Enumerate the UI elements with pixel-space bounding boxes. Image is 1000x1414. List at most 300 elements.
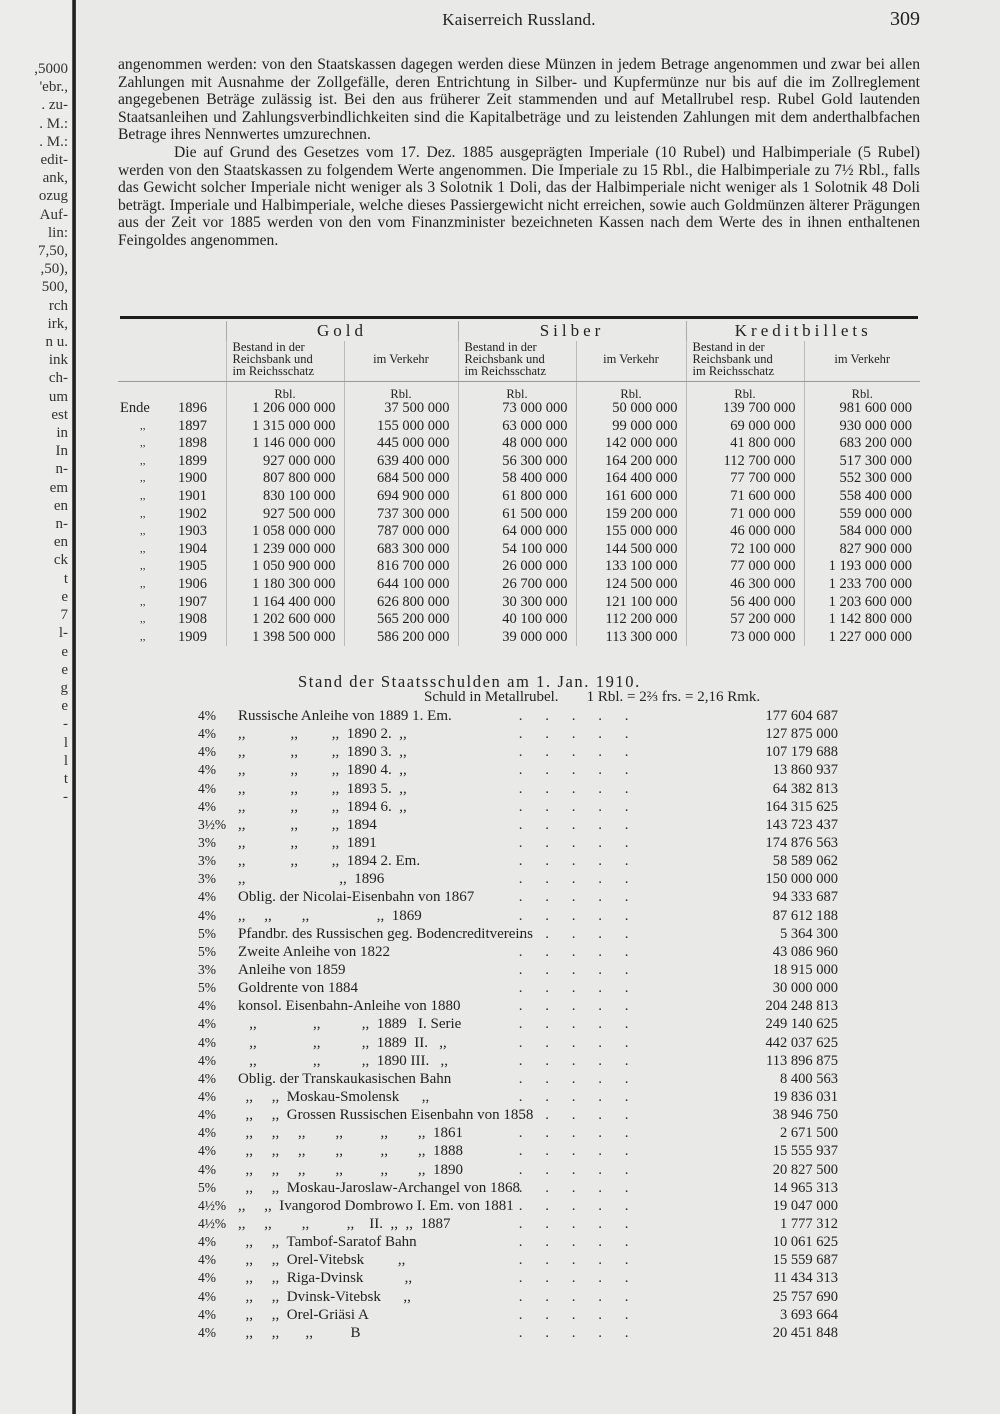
cell-credit-circ: 559 000 000 — [804, 506, 920, 524]
row-year: 1904 — [178, 540, 207, 557]
cell-credit-reserve: 77 000 000 — [686, 558, 804, 576]
interest-rate: 4% — [198, 907, 216, 923]
unit-corner — [118, 382, 226, 401]
dot-leader: . . . . . — [518, 871, 638, 888]
group-header-credit: Kreditbillets — [686, 321, 920, 341]
cell-credit-reserve: 41 800 000 — [686, 435, 804, 453]
debt-amount: 20 451 848 — [772, 1324, 838, 1341]
loan-description: Zweite Anleihe von 1822 — [238, 943, 391, 960]
row-label-ditto: ,, — [140, 577, 146, 590]
group-header-gold: Gold — [226, 321, 458, 341]
debt-row — [198, 961, 838, 979]
facing-page-fragment: em — [49, 479, 68, 496]
facing-page-fragment: lin: — [47, 224, 68, 241]
cell-silver-circ: 112 200 000 — [576, 611, 686, 629]
col-header-line: Bestand in der — [692, 340, 765, 354]
dot-leader: . . . . . — [518, 1234, 638, 1251]
cell-gold-reserve: 830 100 000 — [226, 488, 344, 506]
table-row — [118, 558, 920, 576]
table-row — [118, 400, 920, 418]
interest-rate: 5% — [198, 1179, 216, 1195]
dot-leader: . . . . . — [518, 1215, 638, 1232]
facing-page-fragment: 7 — [60, 607, 68, 624]
cell-credit-reserve: 77 700 000 — [686, 470, 804, 488]
debt-amount: 14 965 313 — [772, 1179, 838, 1196]
facing-page-fragment: ,50), — [40, 261, 68, 278]
loan-description: ,, ,, Dvinsk-Vitebsk ,, — [238, 1288, 411, 1305]
dot-leader: . . . . . — [518, 1070, 638, 1087]
row-year: 1908 — [178, 611, 207, 628]
cell-credit-circ: 517 300 000 — [804, 453, 920, 471]
loan-description: ,, ,, ,, 1894 6. ,, — [238, 798, 407, 815]
paragraph-imperiale: Die auf Grund des Gesetzes vom 17. Dez. 1885 ausgeprägten Imperiale (10 Rubel) und Halbimperiale (5 Rubel) werden von den Staatskassen zu folgendem Werte angenommen. Die Imperiale zu 15 Rbl., die Halbimperiale zu 7½ Rbl., falls das Gewicht solcher Imperiale nicht weniger als 3 Solotnik 1 Doli, das der Halbimperiale nicht weniger als 1 Solotnik 48 Doli beträgt. Imperiale und Halbimperiale, welche dieses Passiergewicht nicht erreichen, sowie auch Goldmünzen älterer Prägungen aus der Zeit vor 1885 werden von den vom Finanzminister bezeichneten Kassen nach dem Werte des in ihnen enthaltenen Feingoldes angenommen. — [118, 143, 920, 249]
table-row — [118, 629, 920, 647]
loan-description: Pfandbr. des Russischen geg. Bodencreditvereins — [238, 925, 533, 942]
facing-page-fragment: 7,50, — [38, 243, 68, 260]
group-header-row — [118, 321, 920, 341]
unit-row — [118, 382, 920, 401]
table-row — [118, 576, 920, 594]
loan-description: Russische Anleihe von 1889 1. Em. — [238, 708, 452, 724]
unit-label: Rbl. — [804, 382, 920, 401]
facing-page-fragment: ink — [48, 352, 68, 369]
cell-credit-reserve: 112 700 000 — [686, 453, 804, 471]
facing-page-fragment: ch- — [48, 370, 68, 387]
col-header-line: im Reichsschatz — [464, 364, 547, 378]
dot-leader: . . . . . — [518, 1143, 638, 1160]
col-header-gold-circulation: im Verkehr — [344, 341, 458, 382]
row-year: 1899 — [178, 452, 207, 469]
debt-list — [198, 707, 838, 1342]
loan-description: ,, ,, ,, 1890 III. ,, — [238, 1052, 448, 1069]
table-row — [118, 418, 920, 436]
facing-page-fragment: - — [63, 716, 68, 733]
debt-row — [198, 870, 838, 888]
conversion-note: 1 Rbl. = 2⅔ frs. = 2,16 Rmk. — [586, 689, 761, 705]
cell-gold-circ: 737 300 000 — [344, 506, 458, 524]
cell-silver-circ: 161 600 000 — [576, 488, 686, 506]
col-header-silver-reserve — [458, 341, 576, 382]
debt-amount: 18 915 000 — [772, 961, 838, 978]
debt-row — [198, 1070, 838, 1088]
debt-row — [198, 925, 838, 943]
interest-rate: 4% — [198, 1034, 216, 1050]
interest-rate: 4% — [198, 1052, 216, 1068]
col-header-line: im Reichsschatz — [232, 364, 315, 378]
facing-page-fragment: ck — [53, 552, 68, 569]
facing-page-fragment: g — [60, 679, 68, 696]
row-label-ditto: ,, — [140, 507, 146, 520]
cell-silver-circ: 99 000 000 — [576, 418, 686, 436]
cell-gold-circ: 644 100 000 — [344, 576, 458, 594]
col-header-credit-reserve — [686, 341, 804, 382]
facing-page-fragment: n- — [55, 461, 68, 478]
facing-page-fragment: t — [63, 570, 68, 587]
debt-row — [198, 1179, 838, 1197]
debt-row — [198, 707, 838, 725]
row-year: 1901 — [178, 487, 207, 504]
cell-silver-reserve: 39 000 000 — [458, 629, 576, 647]
interest-rate: 5% — [198, 980, 216, 996]
table-top-rule — [120, 316, 918, 319]
debt-section-subtitle — [424, 689, 760, 706]
cell-silver-circ: 159 200 000 — [576, 506, 686, 524]
cell-silver-reserve: 26 700 000 — [458, 576, 576, 594]
loan-description: ,, ,, ,, ,, ,, ,, 1888 — [238, 1143, 463, 1160]
col-header-credit-circulation: im Verkehr — [804, 341, 920, 382]
debt-amount: 15 555 937 — [772, 1143, 838, 1160]
row-label-ditto: ,, — [140, 613, 146, 626]
loan-description: ,, ,, Moskau-Jaroslaw-Archangel von 1868 — [238, 1179, 521, 1196]
cell-credit-reserve: 56 400 000 — [686, 594, 804, 612]
dot-leader: . . . . . — [518, 980, 638, 997]
debt-row — [198, 943, 838, 961]
debt-row — [198, 979, 838, 997]
dot-leader: . . . . . — [518, 1088, 638, 1105]
unit-label: Rbl. — [226, 382, 344, 401]
cell-silver-reserve: 48 000 000 — [458, 435, 576, 453]
unit-label: Rbl. — [344, 382, 458, 401]
cell-gold-reserve: 1 050 900 000 — [226, 558, 344, 576]
loan-description: ,, ,, ,, 1893 5. ,, — [238, 780, 407, 797]
interest-rate: 4% — [198, 1252, 216, 1268]
cell-credit-circ: 1 193 000 000 — [804, 558, 920, 576]
interest-rate: 4% — [198, 1088, 216, 1104]
cell-silver-reserve: 40 100 000 — [458, 611, 576, 629]
running-title: Kaiserreich Russland. — [442, 10, 596, 29]
facing-page-fragment: n- — [55, 516, 68, 533]
cell-gold-circ: 639 400 000 — [344, 453, 458, 471]
cell-gold-reserve: 927 000 000 — [226, 453, 344, 471]
cell-gold-circ: 816 700 000 — [344, 558, 458, 576]
dot-leader: . . . . . — [518, 1270, 638, 1287]
debt-amount: 15 559 687 — [772, 1252, 838, 1269]
cell-silver-reserve: 30 300 000 — [458, 594, 576, 612]
row-year: 1906 — [178, 575, 207, 592]
col-header-line: Reichsbank und — [692, 352, 773, 366]
cell-credit-reserve: 73 000 000 — [686, 629, 804, 647]
cell-silver-circ: 124 500 000 — [576, 576, 686, 594]
dot-leader: . . . . . — [518, 1034, 638, 1051]
debt-row — [198, 1215, 838, 1233]
debt-row — [198, 1269, 838, 1287]
facing-page-fragment: 'ebr., — [39, 79, 68, 96]
dot-leader: . . . . . — [518, 1161, 638, 1178]
row-year: 1909 — [178, 628, 207, 645]
debt-row — [198, 725, 838, 743]
row-label-ditto: ,, — [140, 489, 146, 502]
facing-page-fragment: in — [56, 425, 68, 442]
facing-page-fragment: en — [53, 534, 68, 551]
cell-silver-reserve: 73 000 000 — [458, 400, 576, 418]
interest-rate: 4% — [198, 1270, 216, 1286]
cell-silver-reserve: 64 000 000 — [458, 523, 576, 541]
unit-label: Rbl. — [576, 382, 686, 401]
facing-page-fragment: ank, — [42, 170, 68, 187]
cell-gold-reserve: 1 202 600 000 — [226, 611, 344, 629]
debt-row — [198, 780, 838, 798]
facing-page-fragment: In — [55, 443, 68, 460]
cell-gold-reserve: 1 058 000 000 — [226, 523, 344, 541]
debt-row — [198, 1251, 838, 1269]
facing-page-fragment: l — [63, 734, 68, 751]
table-row — [118, 435, 920, 453]
facing-page-fragment: n u. — [45, 334, 68, 351]
cell-gold-reserve: 1 206 000 000 — [226, 400, 344, 418]
dot-leader: . . . . . — [518, 925, 638, 942]
row-year: 1896 — [178, 400, 207, 416]
debt-row — [198, 1306, 838, 1324]
cell-gold-circ: 37 500 000 — [344, 400, 458, 418]
facing-page-fragment: en — [53, 497, 68, 514]
debt-amount: 143 723 437 — [765, 816, 838, 833]
cell-credit-reserve: 69 000 000 — [686, 418, 804, 436]
dot-leader: . . . . . — [518, 853, 638, 870]
table-row — [118, 488, 920, 506]
loan-description: ,, ,, ,, ,, II. ,, ,, 1887 — [238, 1215, 451, 1232]
debt-amount: 94 333 687 — [772, 889, 838, 906]
group-header-silver: Silber — [458, 321, 686, 341]
dot-leader: . . . . . — [518, 726, 638, 743]
cell-gold-reserve: 927 500 000 — [226, 506, 344, 524]
dot-leader: . . . . . — [518, 1179, 638, 1196]
facing-page-fragment: - — [63, 789, 68, 806]
cell-silver-circ: 113 300 000 — [576, 629, 686, 647]
cell-silver-circ: 144 500 000 — [576, 541, 686, 559]
dot-leader: . . . . . — [518, 1306, 638, 1323]
facing-page-fragment: irk, — [47, 315, 68, 332]
facing-page-fragment: e — [61, 661, 68, 678]
debt-row — [198, 1015, 838, 1033]
cell-credit-circ: 1 227 000 000 — [804, 629, 920, 647]
loan-description: ,, ,, ,, 1890 2. ,, — [238, 726, 407, 743]
cell-credit-circ: 981 600 000 — [804, 400, 920, 418]
loan-description: ,, ,, ,, 1891 — [238, 834, 377, 851]
loan-description: Anleihe von 1859 — [238, 961, 346, 978]
corner-cell-sub — [118, 341, 226, 382]
table-row — [118, 523, 920, 541]
col-header-line: Reichsbank und — [464, 352, 545, 366]
dot-leader: . . . . . — [518, 834, 638, 851]
debt-amount: 19 047 000 — [772, 1197, 838, 1214]
cell-credit-circ: 1 233 700 000 — [804, 576, 920, 594]
cell-credit-circ: 584 000 000 — [804, 523, 920, 541]
dot-leader: . . . . . — [518, 1125, 638, 1142]
loan-description: ,, ,, Tambof-Saratof Bahn — [238, 1234, 417, 1251]
dot-leader: . . . . . — [518, 780, 638, 797]
book-gutter — [72, 0, 76, 1414]
sub-header-row — [118, 341, 920, 382]
loan-description: ,, ,, ,, 1890 3. ,, — [238, 744, 407, 761]
facing-page-fragment: e — [61, 698, 68, 715]
row-label-ditto: ,, — [140, 472, 146, 485]
debt-amount: 174 876 563 — [765, 834, 838, 851]
facing-page-fragment: Auf- — [39, 206, 68, 223]
debt-amount: 249 140 625 — [765, 1016, 838, 1033]
unit-label: Rbl. — [458, 382, 576, 401]
loan-description: ,, ,, ,, B — [238, 1324, 361, 1341]
col-header-line: Bestand in der — [464, 340, 537, 354]
debt-row — [198, 1088, 838, 1106]
debt-amount: 3 693 664 — [780, 1306, 838, 1323]
interest-rate: 4% — [198, 1234, 216, 1250]
debt-row — [198, 743, 838, 761]
dot-leader: . . . . . — [518, 1016, 638, 1033]
cell-silver-circ: 164 200 000 — [576, 453, 686, 471]
interest-rate: 5% — [198, 925, 216, 941]
dot-leader: . . . . . — [518, 943, 638, 960]
debt-amount: 10 061 625 — [772, 1234, 838, 1251]
debt-amount: 58 589 062 — [772, 853, 838, 870]
table-row — [118, 541, 920, 559]
interest-rate: 4% — [198, 1125, 216, 1141]
interest-rate: 3% — [198, 853, 216, 869]
dot-leader: . . . . . — [518, 998, 638, 1015]
facing-page-fragment: l- — [58, 625, 68, 642]
dot-leader: . . . . . — [518, 889, 638, 906]
interest-rate: 4% — [198, 998, 216, 1014]
interest-rate: 4% — [198, 1016, 216, 1032]
facing-page-fragment: um — [48, 388, 68, 405]
row-label-ditto: ,, — [140, 454, 146, 467]
cell-silver-circ: 121 100 000 — [576, 594, 686, 612]
debt-row — [198, 1197, 838, 1215]
cell-credit-circ: 558 400 000 — [804, 488, 920, 506]
interest-rate: 4% — [198, 1306, 216, 1322]
currency-circulation-table — [118, 321, 920, 646]
loan-description: ,, ,, ,, ,, 1869 — [238, 907, 422, 924]
loan-description: Goldrente von 1884 — [238, 980, 358, 997]
interest-rate: 4% — [198, 1288, 216, 1304]
facing-page-fragment: est — [51, 406, 68, 423]
debt-amount: 19 836 031 — [772, 1088, 838, 1105]
col-header-line: im Reichsschatz — [692, 364, 775, 378]
row-label-ditto: ,, — [140, 525, 146, 538]
col-header-silver-circulation: im Verkehr — [576, 341, 686, 382]
table-body — [118, 400, 920, 646]
debt-row — [198, 1124, 838, 1142]
debt-row — [198, 1052, 838, 1070]
cell-silver-reserve: 63 000 000 — [458, 418, 576, 436]
cell-silver-reserve: 26 000 000 — [458, 558, 576, 576]
debt-row — [198, 997, 838, 1015]
row-label-ditto: ,, — [140, 595, 146, 608]
debt-row — [198, 1106, 838, 1124]
debt-row — [198, 1324, 838, 1342]
interest-rate: 4% — [198, 1161, 216, 1177]
facing-page-text-fragments — [0, 60, 68, 806]
loan-description: ,, ,, ,, 1890 4. ,, — [238, 762, 407, 779]
cell-credit-reserve: 139 700 000 — [686, 400, 804, 418]
debt-amount: 64 382 813 — [772, 780, 838, 797]
interest-rate: 4% — [198, 1070, 216, 1086]
dot-leader: . . . . . — [518, 744, 638, 761]
debt-row — [198, 888, 838, 906]
facing-page-fragment: ozug — [38, 188, 68, 205]
loan-description: ,, ,, 1896 — [238, 871, 385, 888]
cell-silver-reserve: 56 300 000 — [458, 453, 576, 471]
row-label-ditto: ,, — [140, 560, 146, 573]
loan-description: Oblig. der Nicolai-Eisenbahn von 1867 — [238, 889, 475, 906]
row-label-ditto: ,, — [140, 542, 146, 555]
cell-gold-circ: 445 000 000 — [344, 435, 458, 453]
debt-row — [198, 1142, 838, 1160]
dot-leader: . . . . . — [518, 1288, 638, 1305]
facing-page-fragment: edit- — [40, 152, 68, 169]
cell-gold-circ: 155 000 000 — [344, 418, 458, 436]
loan-description: ,, ,, Ivangorod Dombrowo I. Em. von 1881 — [238, 1197, 514, 1214]
interest-rate: 4% — [198, 708, 216, 723]
cell-gold-circ: 586 200 000 — [344, 629, 458, 647]
paragraph-coin-acceptance: angenommen werden: von den Staatskassen dagegen werden diese Münzen in jedem Betrage angenommen und zwar bei allen Zahlungen mit Ausnahme der Zollgefälle, deren Entrichtung in Silber- und Kupfermünze nur bis auf die im Zollreglement angegebenen Beträge zulässig ist. Bei den aus früherer Zeit stammenden und auf Metallrubel resp. Rubel Gold lautenden Staatsanleihen und Zahlungsverbindlichkeiten sind die Kapitalbeträge und zu leistenden Zahlungen mit dem anderthalbfachen Betrage ihres Nennwertes umzurechnen. — [118, 56, 920, 144]
table-row — [118, 594, 920, 612]
row-label-ende: Ende — [120, 400, 150, 416]
col-header-line: Reichsbank und — [232, 352, 313, 366]
loan-description: ,, ,, ,, ,, ,, ,, 1890 — [238, 1161, 463, 1178]
interest-rate: 4% — [198, 744, 216, 760]
debt-amount: 204 248 813 — [765, 998, 838, 1015]
cell-silver-circ: 133 100 000 — [576, 558, 686, 576]
debt-row — [198, 907, 838, 925]
interest-rate: 4% — [198, 762, 216, 778]
debt-amount: 20 827 500 — [772, 1161, 838, 1178]
interest-rate: 4% — [198, 889, 216, 905]
interest-rate: 4% — [198, 726, 216, 742]
row-year: 1902 — [178, 505, 207, 522]
loan-description: Oblig. der Transkaukasischen Bahn — [238, 1070, 452, 1087]
interest-rate: 3% — [198, 961, 216, 977]
dot-leader: . . . . . — [518, 1252, 638, 1269]
facing-page-fragment: . M.: — [39, 115, 68, 132]
interest-rate: 4% — [198, 1324, 216, 1340]
col-header-line: Bestand in der — [232, 340, 305, 354]
loan-description: ,, ,, ,, 1894 2. Em. — [238, 853, 421, 870]
cell-credit-reserve: 46 300 000 — [686, 576, 804, 594]
body-text — [118, 56, 920, 250]
row-year: 1897 — [178, 417, 207, 434]
interest-rate: 4% — [198, 1143, 216, 1159]
row-year: 1907 — [178, 593, 207, 610]
cell-gold-reserve: 1 164 400 000 — [226, 594, 344, 612]
cell-gold-circ: 684 500 000 — [344, 470, 458, 488]
interest-rate: 3% — [198, 871, 216, 887]
loan-description: ,, ,, Orel-Vitebsk ,, — [238, 1252, 406, 1269]
cell-gold-circ: 694 900 000 — [344, 488, 458, 506]
loan-description: ,, ,, Orel-Griäsi A — [238, 1306, 369, 1323]
row-label-ditto: ,, — [140, 419, 146, 432]
cell-credit-circ: 930 000 000 — [804, 418, 920, 436]
dot-leader: . . . . . — [518, 1107, 638, 1124]
loan-description: ,, ,, ,, ,, ,, ,, 1861 — [238, 1125, 463, 1142]
debt-amount: 38 946 750 — [772, 1107, 838, 1124]
dot-leader: . . . . . — [518, 907, 638, 924]
debt-amount: 164 315 625 — [765, 798, 838, 815]
cell-gold-reserve: 1 180 300 000 — [226, 576, 344, 594]
debt-amount: 13 860 937 — [772, 762, 838, 779]
cell-gold-circ: 787 000 000 — [344, 523, 458, 541]
debt-amount: 113 896 875 — [766, 1052, 838, 1069]
cell-gold-reserve: 1 315 000 000 — [226, 418, 344, 436]
cell-silver-reserve: 58 400 000 — [458, 470, 576, 488]
dot-leader: . . . . . — [518, 816, 638, 833]
dot-leader: . . . . . — [518, 1324, 638, 1341]
interest-rate: 4½% — [198, 1197, 227, 1213]
debt-amount: 1 777 312 — [780, 1215, 838, 1232]
running-header — [118, 10, 920, 32]
cell-silver-circ: 164 400 000 — [576, 470, 686, 488]
debt-row — [198, 834, 838, 852]
cell-credit-reserve: 71 600 000 — [686, 488, 804, 506]
